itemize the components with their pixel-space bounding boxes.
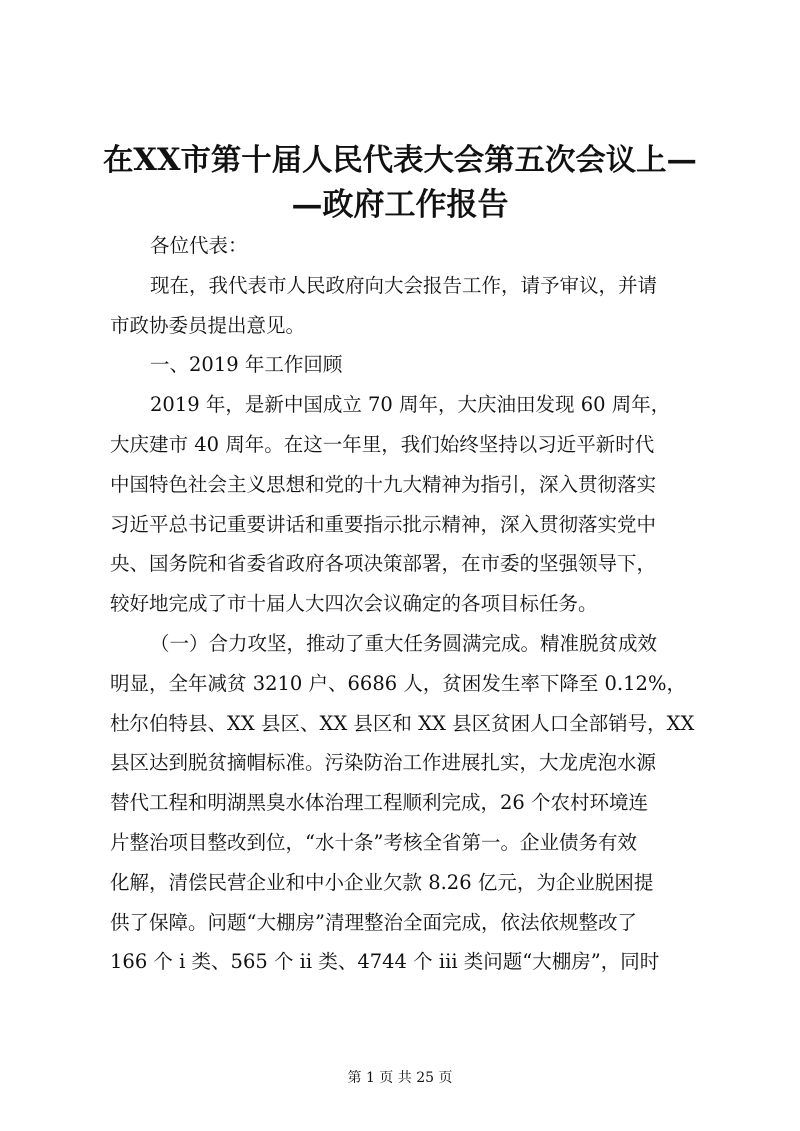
paragraph-line: 较好地完成了市十届人大四次会议确定的各项目标任务。 — [110, 592, 598, 616]
paragraph-line: 市政协委员提出意见。 — [110, 313, 306, 337]
paragraph-line: 杜尔伯特县、XX 县区、XX 县区和 XX 县区贫困人口全部销号，XX — [110, 711, 695, 735]
paragraph-line: 大庆建市 40 周年。在这一年里，我们始终坚持以习近平新时代 — [110, 432, 655, 456]
paragraph-line: 县区达到脱贫摘帽标准。污染防治工作进展扎实，大龙虎泡水源 — [110, 751, 657, 775]
document-body — [110, 226, 710, 982]
paragraph-line: 中国特色社会主义思想和党的十九大精神为指引，深入贯彻落实 — [110, 472, 657, 496]
title-line: —政府工作报告 — [291, 187, 509, 223]
title-line: 在XX市第十届人民代表大会第五次会议上— — [103, 142, 697, 178]
paragraph-line: 习近平总书记重要讲话和重要指示批示精神，深入贯彻落实党中 — [110, 512, 657, 536]
page-number: 第 1 页 共 25 页 — [347, 1070, 453, 1086]
paragraph-line: 化解，清偿民营企业和中小企业欠款 8.26 亿元，为企业脱困提 — [110, 870, 654, 894]
paragraph-line: 供了保障。问题“大棚房”清理整治全面完成，依法依规整改了 — [110, 910, 637, 934]
paragraph-line: 片整治项目整改到位，“水十条”考核全省第一。企业债务有效 — [110, 830, 637, 854]
paragraph-line: （一）合力攻坚，推动了重大任务圆满完成。精准脱贫成效 — [150, 631, 658, 655]
paragraph-line: 2019 年，是新中国成立 70 周年，大庆油田发现 60 周年， — [150, 393, 671, 417]
paragraph-line: 现在，我代表市人民政府向大会报告工作，请予审议，并请 — [150, 273, 658, 297]
page-footer — [0, 1068, 800, 1088]
paragraph-line: 一、2019 年工作回顾 — [150, 353, 343, 377]
paragraph-line: 明显，全年减贫 3210 户、6686 人，贫困发生率下降至 0.12%， — [110, 671, 686, 695]
paragraph-line: 央、国务院和省委省政府各项决策部署，在市委的坚强领导下， — [110, 552, 657, 576]
paragraph-line: 166 个 i 类、565 个 ii 类、4744 个 iii 类问题“大棚房”，同时 — [110, 950, 660, 974]
paragraph-line: 替代工程和明湖黑臭水体治理工程顺利完成，26 个农村环境连 — [110, 791, 649, 815]
document-title — [100, 138, 700, 228]
paragraph-line: 各位代表： — [150, 234, 248, 257]
